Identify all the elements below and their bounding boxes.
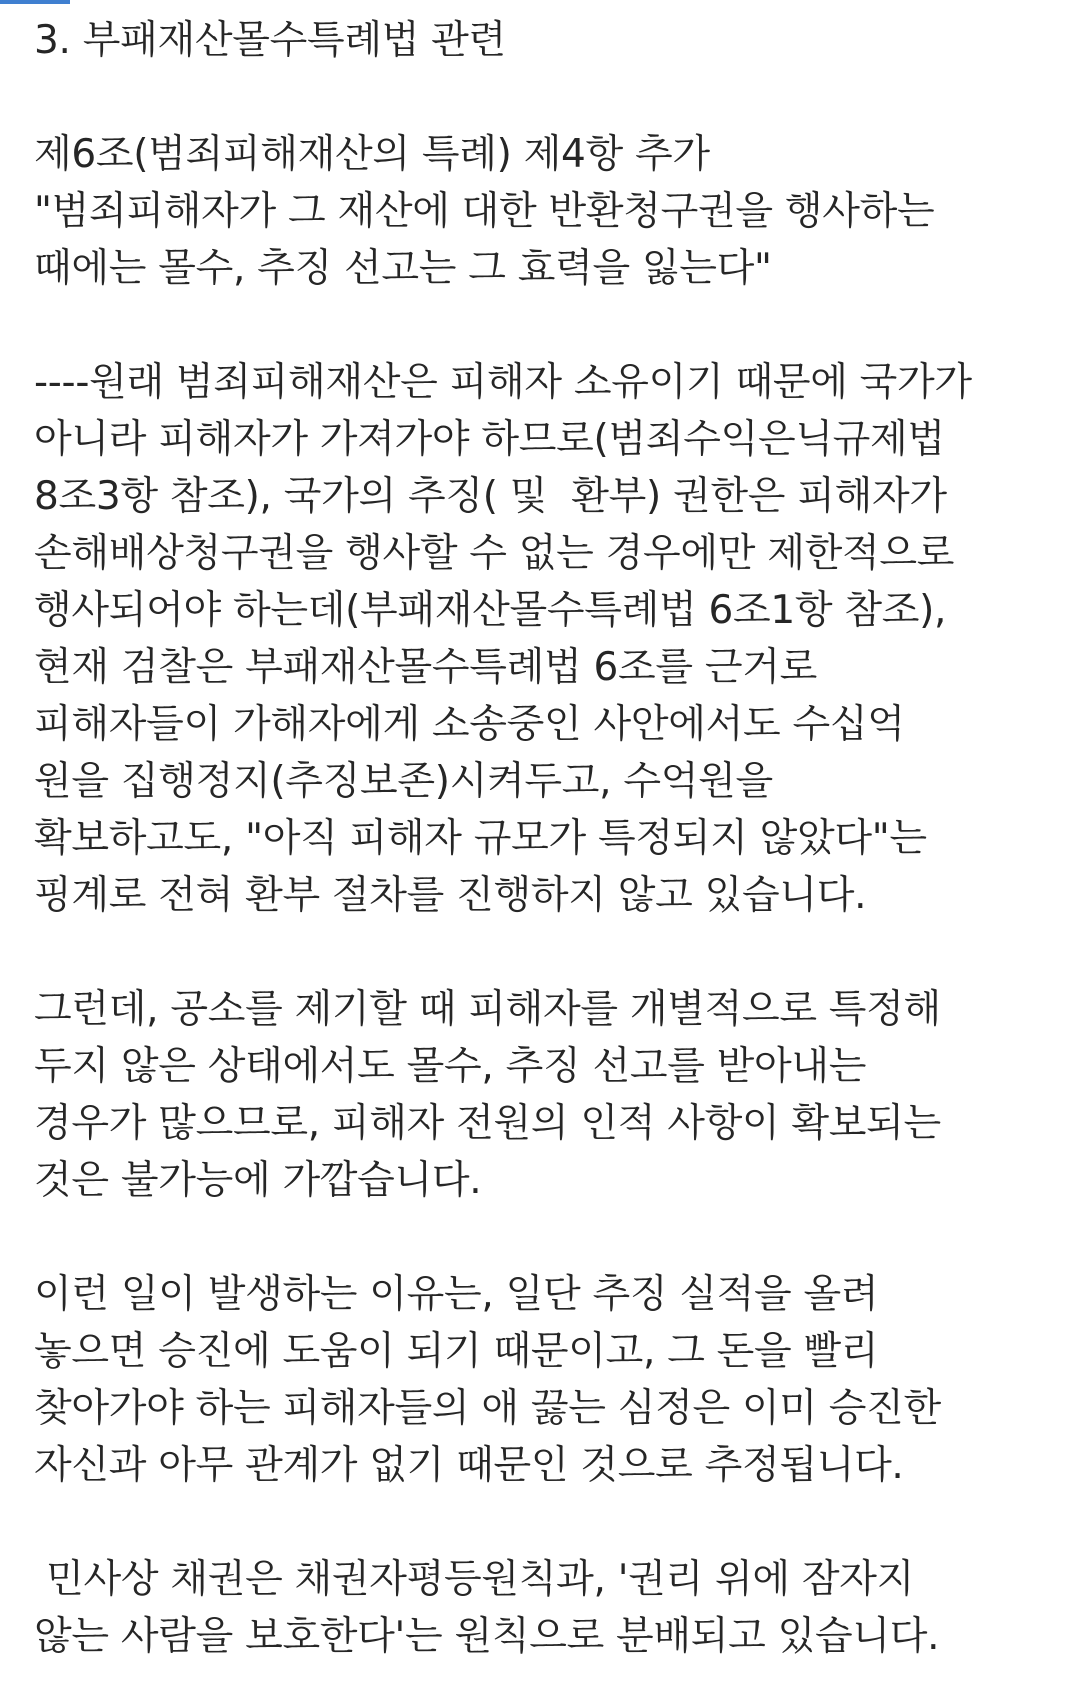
paragraph-gap — [34, 924, 1064, 981]
text-line: 놓으면 승진에 도움이 되기 때문이고, 그 돈을 빨리 — [34, 1329, 879, 1374]
document-body — [34, 0, 1064, 1665]
text-line: 아니라 피해자가 가져가야 하므로(범죄수익은닉규제법 — [34, 417, 945, 462]
text-line: 그런데, 공소를 제기할 때 피해자를 개별적으로 특정해 — [34, 987, 941, 1032]
paragraph-gap — [34, 297, 1064, 354]
text-line: 것은 불가능에 가깝습니다. — [34, 1158, 482, 1203]
text-line: 현재 검찰은 부패재산몰수특례법 6조를 근거로 — [34, 645, 818, 690]
text-line: 민사상 채권은 채권자평등원칙과, '권리 위에 잠자지 — [34, 1557, 914, 1602]
document-heading: 3. 부패재산몰수특례법 관련 — [34, 18, 506, 63]
text-line: 핑계로 전혀 환부 절차를 진행하지 않고 있습니다. — [34, 873, 867, 918]
paragraph-amendment — [34, 126, 1064, 297]
text-line: 손해배상청구권을 행사할 수 없는 경우에만 제한적으로 — [34, 531, 955, 576]
text-line: 8조3항 참조), 국가의 추징( 및 환부) 권한은 피해자가 — [34, 474, 947, 519]
text-line: 이런 일이 발생하는 이유는, 일단 추징 실적을 올려 — [34, 1272, 879, 1317]
paragraph-prosecution — [34, 981, 1064, 1209]
text-line: 경우가 많으므로, 피해자 전원의 인적 사항이 확보되는 — [34, 1101, 941, 1146]
text-line: 두지 않은 상태에서도 몰수, 추징 선고를 받아내는 — [34, 1044, 867, 1089]
text-line: 때에는 몰수, 추징 선고는 그 효력을 잃는다" — [34, 246, 772, 291]
paragraph-civil-claims — [34, 1551, 1064, 1665]
paragraph-gap — [34, 1494, 1064, 1551]
text-line: 찾아가야 하는 피해자들의 애 끓는 심정은 이미 승진한 — [34, 1386, 941, 1431]
text-line: "범죄피해자가 그 재산에 대한 반환청구권을 행사하는 — [34, 189, 935, 234]
text-line: 자신과 아무 관계가 없기 때문인 것으로 추정됩니다. — [34, 1443, 904, 1488]
paragraph-gap — [34, 1209, 1064, 1266]
paragraph-explanation — [34, 354, 1064, 924]
paragraph-gap — [34, 69, 1064, 126]
text-line: 않는 사람을 보호한다'는 원칙으로 분배되고 있습니다. — [34, 1614, 940, 1659]
text-line: 행사되어야 하는데(부패재산몰수특례법 6조1항 참조), — [34, 588, 947, 633]
text-line: 확보하고도, "아직 피해자 규모가 특정되지 않았다"는 — [34, 816, 927, 861]
text-line: 제6조(범죄피해재산의 특례) 제4항 추가 — [34, 132, 710, 177]
text-line: ----원래 범죄피해재산은 피해자 소유이기 때문에 국가가 — [34, 360, 972, 405]
text-line: 원을 집행정지(추징보존)시켜두고, 수억원을 — [34, 759, 773, 804]
text-line: 피해자들이 가해자에게 소송중인 사안에서도 수십억 — [34, 702, 905, 747]
paragraph-reason — [34, 1266, 1064, 1494]
